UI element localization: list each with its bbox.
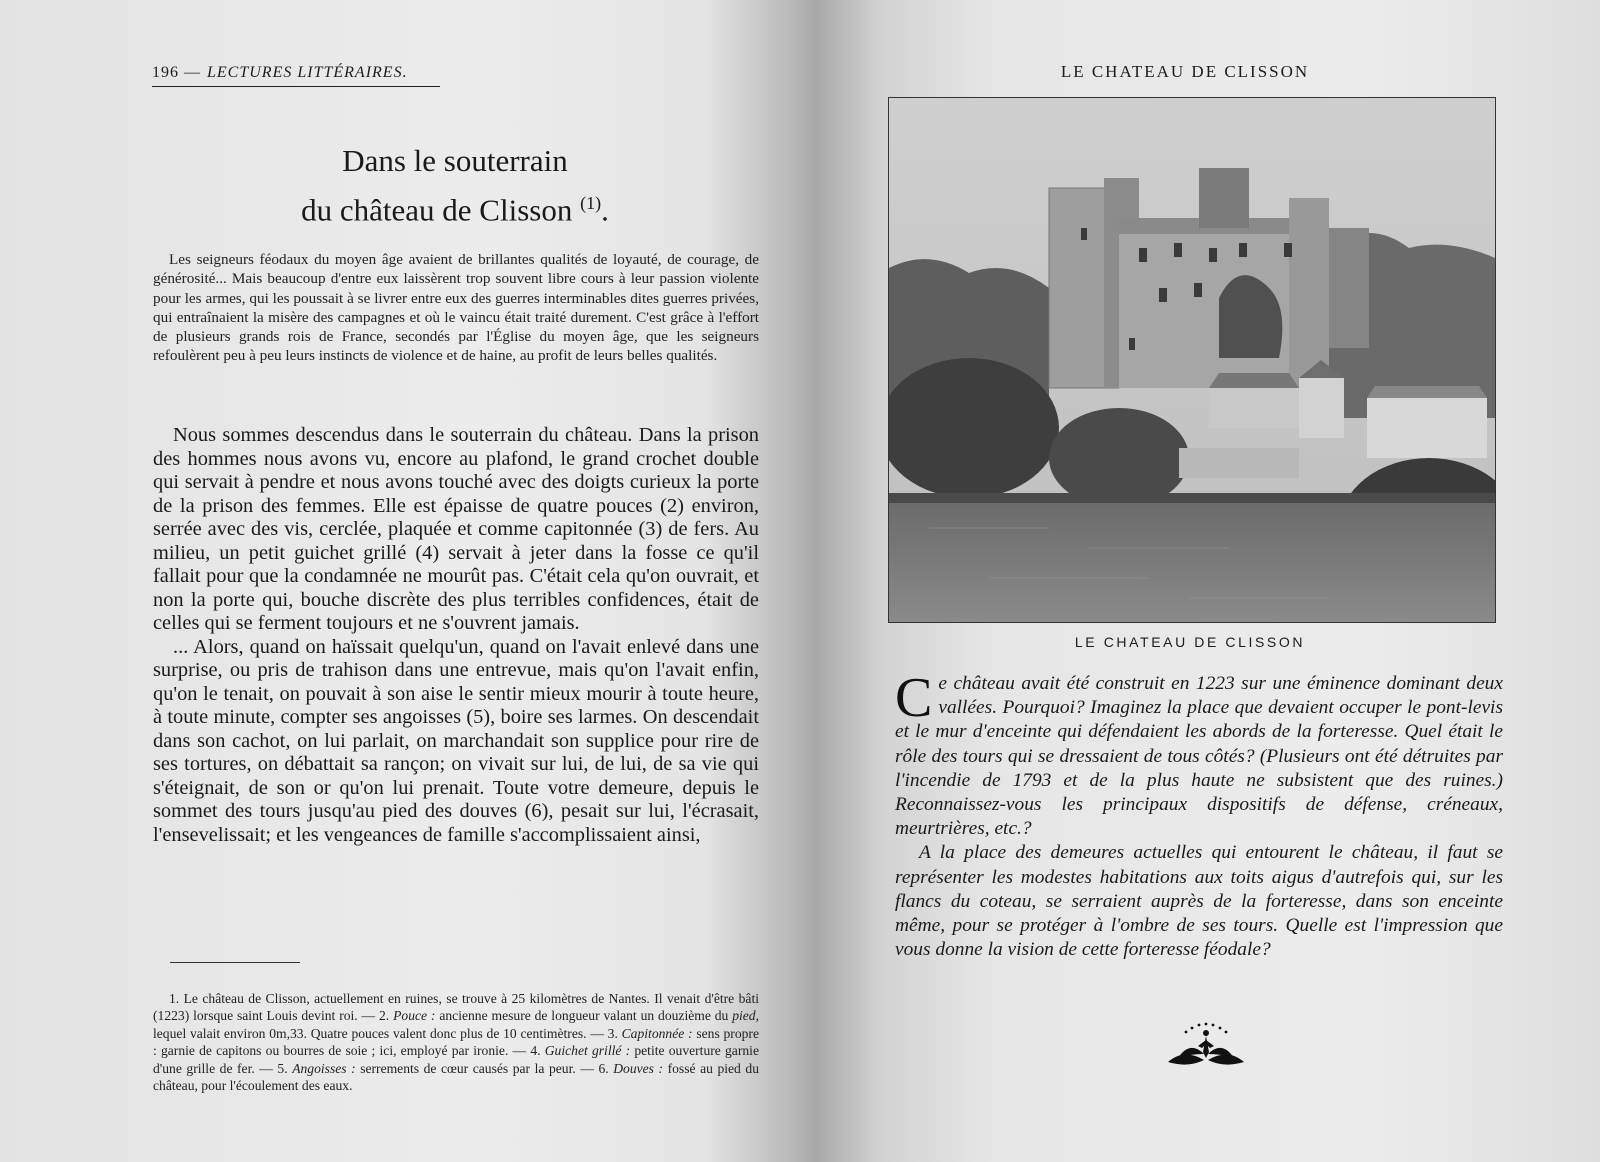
footnote-term-angoisses: Angoisses :	[292, 1060, 356, 1076]
footnote-2: ancienne mesure de longueur valant un douzième du	[439, 1008, 729, 1024]
footnote-3: sens propre : garnie de capitons ou bourres de soie ; ici, employé par ironie. — 4.	[153, 1025, 759, 1059]
footnote-term-capitonnee: Capitonnée :	[621, 1025, 693, 1041]
italic-paragraph-1-text: e château avait été construit en 1223 sur une éminence dominant deux vallées. Pourquoi? Imaginez la place que devaient occuper le pont-levis et le mur d'enceinte qui défendaient les abords de la forteresse. Quel était le rôle des tours qui se dressaient de tous côtés? (Plusieurs ont été détruites par l'incendie de 1793 et de la plus haute ne subsistent que des ruines.) Reconnaissez-vous les principaux dispositifs de défense, créneaux, meurtrières, etc.?	[895, 673, 1503, 840]
title-footnote-ref: (1)	[580, 193, 602, 213]
photo-caption: LE CHATEAU DE CLISSON	[1074, 634, 1306, 650]
title-period: .	[601, 192, 609, 228]
body-paragraph-2: ... Alors, quand on haïssait quelqu'un, quand on l'avait enlevé dans une surprise, ou pris de trahison dans une entrevue, mais qu'on l'avait enfin, qu'on le tenait, on pouvait à son aise le sentir mieux mourir à toute heure, à toute minute, compter ses angoisses (5), boire ses larmes. On descendait dans son cachot, on lui parlait, on marchandait son supplice pour rire de ses tortures, on débattait sa rançon; on vivait sur lui, de lui, de sa vie qui s'éteignait, de son or qu'on lui prenait. Toute votre demeure, depuis le sommet des tours jusqu'au pied des douves (6), pesait sur lui, l'écrasait, l'ensevelissait; et les vengeances de famille s'accomplissaient ainsi,	[153, 635, 759, 846]
italic-paragraph-1	[895, 667, 1503, 841]
intro-paragraph: Les seigneurs féodaux du moyen âge avaient de brillantes qualités de loyauté, de courage, de générosité... Mais beaucoup d'entre eux laissèrent trop souvent libre cours à leur passion violente pour les armes, qui les poussait à se livrer entre eux des guerres interminables dites guerres privées, qui entraînaient la misère des campagnes et où le vaincu était traité durement. C'est grâce à l'effort de plusieurs grands rois de France, secondés par l'Église du moyen âge, que les seigneurs refoulèrent peu à peu leurs instincts de violence et de haine, au profit de leurs belles qualités.	[153, 251, 759, 365]
footnote-2b: lequel valait environ 0m,33. Quatre pouces valent donc plus de 10 centimètres. — 3.	[153, 1025, 618, 1041]
footnote-term-pouce: Pouce :	[393, 1008, 436, 1024]
article-title-line2-wrap	[200, 182, 710, 231]
footnote-term-douves: Douves :	[613, 1060, 664, 1076]
footnotes	[153, 990, 759, 1094]
footnote-term-guichet: Guichet grillé :	[544, 1043, 631, 1059]
running-head-left	[152, 64, 440, 87]
castle-photo	[888, 97, 1496, 623]
body-paragraph-1: Nous sommes descendus dans le souterrain du château. Dans la prison des hommes nous avons vu, encore au plafond, le grand crochet double qui servait à pendre et nous avons touché avec des doigts curieux la porte de la prison des femmes. Elle est épaisse de quatre pouces (2) environ, serrée avec des vis, cerclée, plaquée et comme capitonnée (3) de fers. Au milieu, un petit guichet grillé (4) servait à jeter dans la fosse ce qu'il fallait pour que la condamnée ne mourût pas. C'était cela qu'on ouvrait, et non la porte qui, bouche discrète des plus terribles confidences, était de celles qui se ferment toujours et ne s'ouvrent jamais.	[153, 424, 759, 634]
footnote-rule	[170, 962, 300, 963]
footnote-term-pied: pied,	[732, 1008, 760, 1024]
italic-paragraph-2: A la place des demeures actuelles qui entourent le château, il faut se représenter les modestes habitations aux toits aigus d'autrefois qui, sur les flancs du coteau, se serraient auprès de la forteresse, dans son enceinte même, pour se protéger à l'ombre de ses tours. Quelle est l'impression que vous donne la vision de cette forteresse féodale?	[895, 842, 1503, 961]
book-title: LECTURES LITTÉRAIRES.	[207, 64, 408, 81]
article-title-line1: Dans le souterrain	[342, 143, 568, 178]
drop-cap: C	[895, 667, 933, 729]
footnote-6: fossé au pied du château, pour l'écoulement des eaux.	[153, 1060, 759, 1094]
page-number: 196 —	[152, 64, 201, 81]
running-head-right: LE CHATEAU DE CLISSON	[1060, 62, 1310, 81]
footnote-4: petite ouverture garnie d'une grille de fer. — 5.	[153, 1043, 759, 1076]
footnote-5: serrements de cœur causés par la peur. — 6.	[360, 1060, 609, 1076]
body-text	[153, 424, 759, 847]
footnote-1: 1. Le château de Clisson, actuellement en ruines, se trouve à 25 kilomètres de Nantes. Il venait d'être bâti (1223) lorsque saint Louis devint roi. — 2.	[153, 991, 759, 1024]
italic-text	[895, 667, 1503, 962]
article-title-line2: du château de Clisson	[301, 192, 573, 228]
article-title	[200, 140, 710, 231]
fleuron-ornament-icon	[1164, 1018, 1248, 1074]
